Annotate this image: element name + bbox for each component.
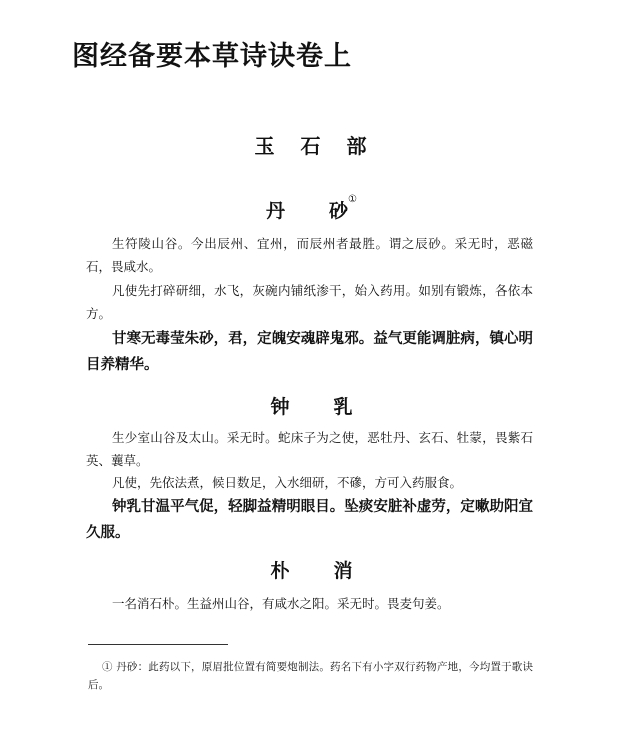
entry-origin-text: 生符陵山谷。今出辰州、宜州，而辰州者最胜。谓之辰砂。采无时，恶磁石，畏咸水。 [86, 236, 533, 274]
entry-title-zhongru [0, 392, 623, 419]
entry-verse: 甘寒无毒莹朱砂，君，定魄安魂辟鬼邪。益气更能调脏病，镇心明目养精华。 [86, 330, 533, 373]
entry-origin-text: 生少室山谷及太山。采无时。蛇床子为之使，恶牡丹、玄石、牡蒙，畏紫石英、蘘草。 [86, 430, 533, 468]
footnote-divider [88, 644, 228, 645]
entry-origin-text: 一名消石朴。生益州山谷，有咸水之阳。采无时。畏麦句姜。 [112, 596, 450, 611]
footnote: ① 丹砂：此药以下，原眉批位置有简要炮制法。药名下有小字双行药物产地，今均置于歌诀后。 [88, 661, 533, 691]
entry-verse: 钟乳甘温平气促，轻脚益精明眼目。坠痰安脏补虚劳，定嗽助阳宜久服。 [86, 498, 533, 541]
entry-preparation-text: 凡使，先依法煮，候日数足，入水细研，不磣，方可入药服食。 [112, 475, 463, 490]
entry-name-char: 朴 [270, 560, 290, 582]
book-title: 图经备要本草诗诀卷上 [72, 41, 352, 72]
entry-name-char: 钟 [270, 396, 290, 418]
entry-name-char: 砂 [329, 200, 349, 222]
entry-title-dansha [0, 196, 623, 223]
footnote-marker: ① [348, 194, 357, 205]
entry-title-puxiao [0, 556, 623, 583]
entry-name-char: 乳 [333, 396, 353, 418]
entry-name-char: 丹 [266, 200, 286, 222]
section-title: 玉石部 [254, 134, 393, 158]
entry-name-char: 消 [333, 560, 353, 582]
entry-preparation-text: 凡使先打碎研细，水飞，灰碗内铺纸渗干，始入药用。如别有锻炼，各依本方。 [86, 283, 533, 321]
